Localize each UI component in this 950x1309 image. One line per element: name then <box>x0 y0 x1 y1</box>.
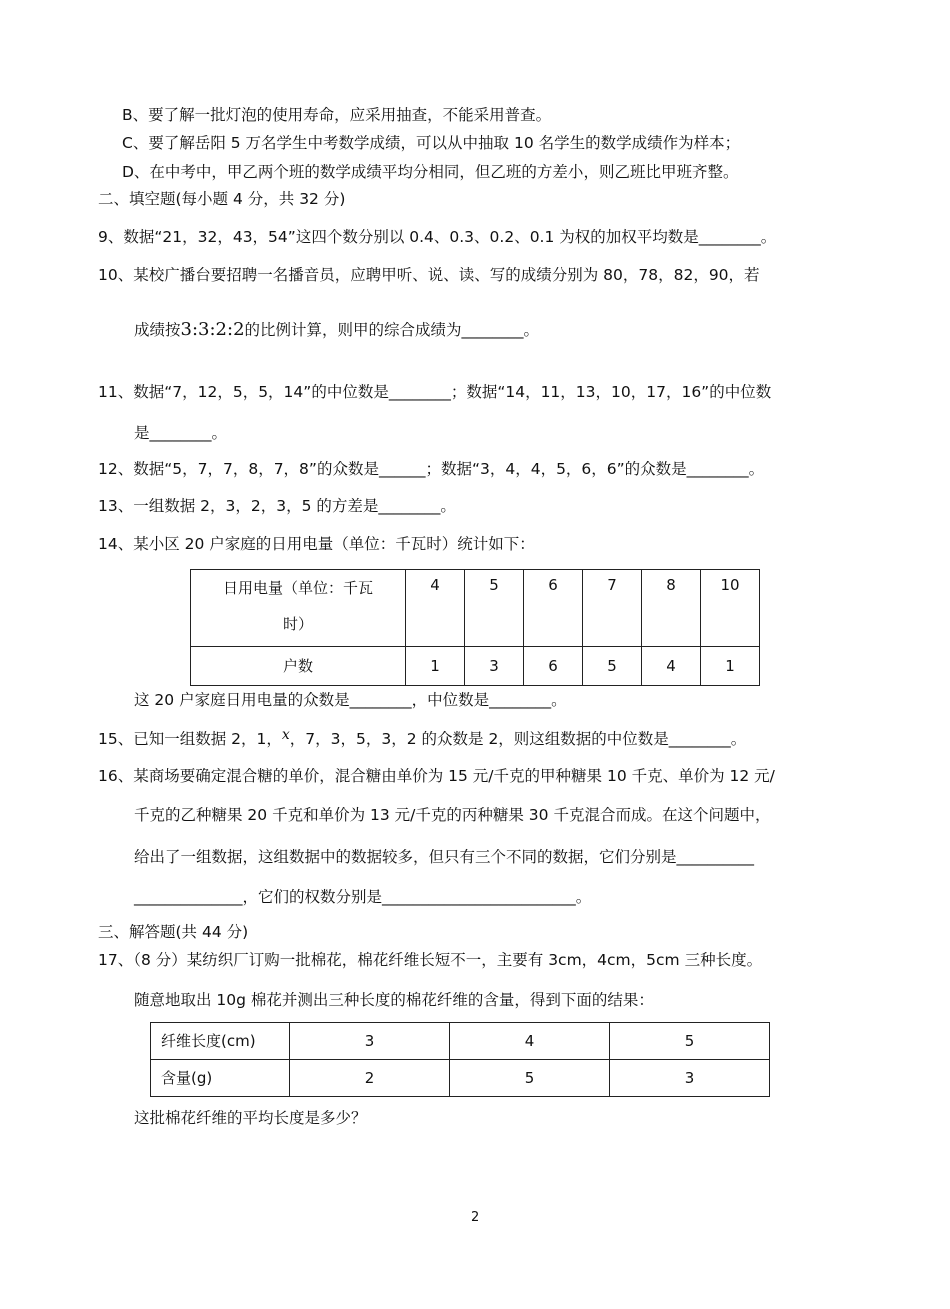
electricity-table <box>190 569 760 686</box>
question-15 <box>98 729 746 750</box>
page-number: 2 <box>471 1210 480 1225</box>
table-cell: 8 <box>642 570 701 647</box>
q10-prefix: 成绩按 <box>134 321 181 339</box>
table-cell: 6 <box>524 647 583 686</box>
table-row <box>151 1023 770 1060</box>
question-17-line-1: 17、（8 分）某纺织厂订购一批棉花，棉花纤维长短不一，主要有 3cm，4cm，5cm 三种长度。 <box>98 951 763 969</box>
table-cell: 10 <box>701 570 760 647</box>
table-cell: 5 <box>583 647 642 686</box>
table-cell: 1 <box>406 647 465 686</box>
table-row <box>191 647 760 686</box>
q10-ratio: 3:3:2:2 <box>180 319 245 340</box>
question-10-line-1: 10、某校广播台要招聘一名播音员，应聘甲听、说、读、写的成绩分别为 80，78，82，90，若 <box>98 266 760 284</box>
table-cell: 纤维长度(cm) <box>151 1023 290 1060</box>
question-11-line-2: 是________。 <box>134 424 228 442</box>
section-3-heading: 三、解答题(共 44 分) <box>98 923 249 941</box>
table-row <box>191 570 760 647</box>
section-2-heading: 二、填空题(每小题 4 分，共 32 分) <box>98 190 346 208</box>
question-14: 14、某小区 20 户家庭的日用电量（单位：千瓦时）统计如下： <box>98 535 535 553</box>
table-cell: 4 <box>642 647 701 686</box>
table-cell: 3 <box>465 647 524 686</box>
table-row <box>151 1060 770 1097</box>
fiber-table <box>150 1022 770 1097</box>
table-cell: 4 <box>406 570 465 647</box>
question-17-line-3: 这批棉花纤维的平均长度是多少？ <box>134 1109 367 1127</box>
table-cell: 3 <box>290 1023 450 1060</box>
question-12: 12、数据“5，7，7，8，7，8”的众数是______；数据“3，4，4，5，6，6”的众数是________。 <box>98 460 765 478</box>
question-11-line-1: 11、数据“7，12，5，5，14”的中位数是________；数据“14，11，13，10，17，16”的中位数 <box>98 383 772 401</box>
table-cell: 7 <box>583 570 642 647</box>
table-cell: 含量(g) <box>151 1060 290 1097</box>
table-cell: 6 <box>524 570 583 647</box>
question-13: 13、一组数据 2，3，2，3，5 的方差是________。 <box>98 497 456 515</box>
table-cell: 户数 <box>191 647 406 686</box>
question-9: 9、数据“21，32，43，54”这四个数分别以 0.4、0.3、0.2、0.1 为权的加权平均数是________。 <box>98 228 777 246</box>
question-14-answer-line: 这 20 户家庭日用电量的众数是________，中位数是________。 <box>134 691 567 709</box>
table-cell: 5 <box>450 1060 610 1097</box>
question-10-line-2 <box>134 320 539 340</box>
electricity-header-cell <box>191 570 406 647</box>
electricity-header-line-2: 时） <box>282 615 313 633</box>
question-17-line-2: 随意地取出 10g 棉花并测出三种长度的棉花纤维的含量，得到下面的结果： <box>134 991 654 1009</box>
table-cell: 5 <box>610 1023 770 1060</box>
table-cell: 1 <box>701 647 760 686</box>
q15-suffix: ，7，3，5，3，2 的众数是 2，则这组数据的中位数是________。 <box>289 730 747 748</box>
option-c: C、要了解岳阳 5 万名学生中考数学成绩，可以从中抽取 10 名学生的数学成绩作为样本； <box>122 134 741 152</box>
table-cell: 2 <box>290 1060 450 1097</box>
question-16-line-2: 千克的乙种糖果 20 千克和单价为 13 元/千克的丙种糖果 30 千克混合而成。在这个问题中， <box>134 806 771 824</box>
q15-variable: x <box>281 727 290 743</box>
option-b: B、要了解一批灯泡的使用寿命，应采用抽查，不能采用普查。 <box>122 106 552 124</box>
question-16-line-3: 给出了一组数据，这组数据中的数据较多，但只有三个不同的数据，它们分别是__________ <box>134 848 755 866</box>
table-cell: 4 <box>450 1023 610 1060</box>
q10-suffix: 的比例计算，则甲的综合成绩为________。 <box>244 321 540 339</box>
table-cell: 5 <box>465 570 524 647</box>
question-16-line-1: 16、某商场要确定混合糖的单价，混合糖由单价为 15 元/千克的甲种糖果 10 千克、单价为 12 元/ <box>98 767 775 785</box>
electricity-header-line-1: 日用电量（单位：千瓦 <box>222 579 373 597</box>
q15-prefix: 15、已知一组数据 2，1， <box>98 730 282 748</box>
option-d: D、在中考中，甲乙两个班的数学成绩平均分相同，但乙班的方差小，则乙班比甲班齐整。 <box>122 163 739 181</box>
question-16-line-4: ______________，它们的权数分别是_________________________。 <box>134 888 592 906</box>
table-cell: 3 <box>610 1060 770 1097</box>
